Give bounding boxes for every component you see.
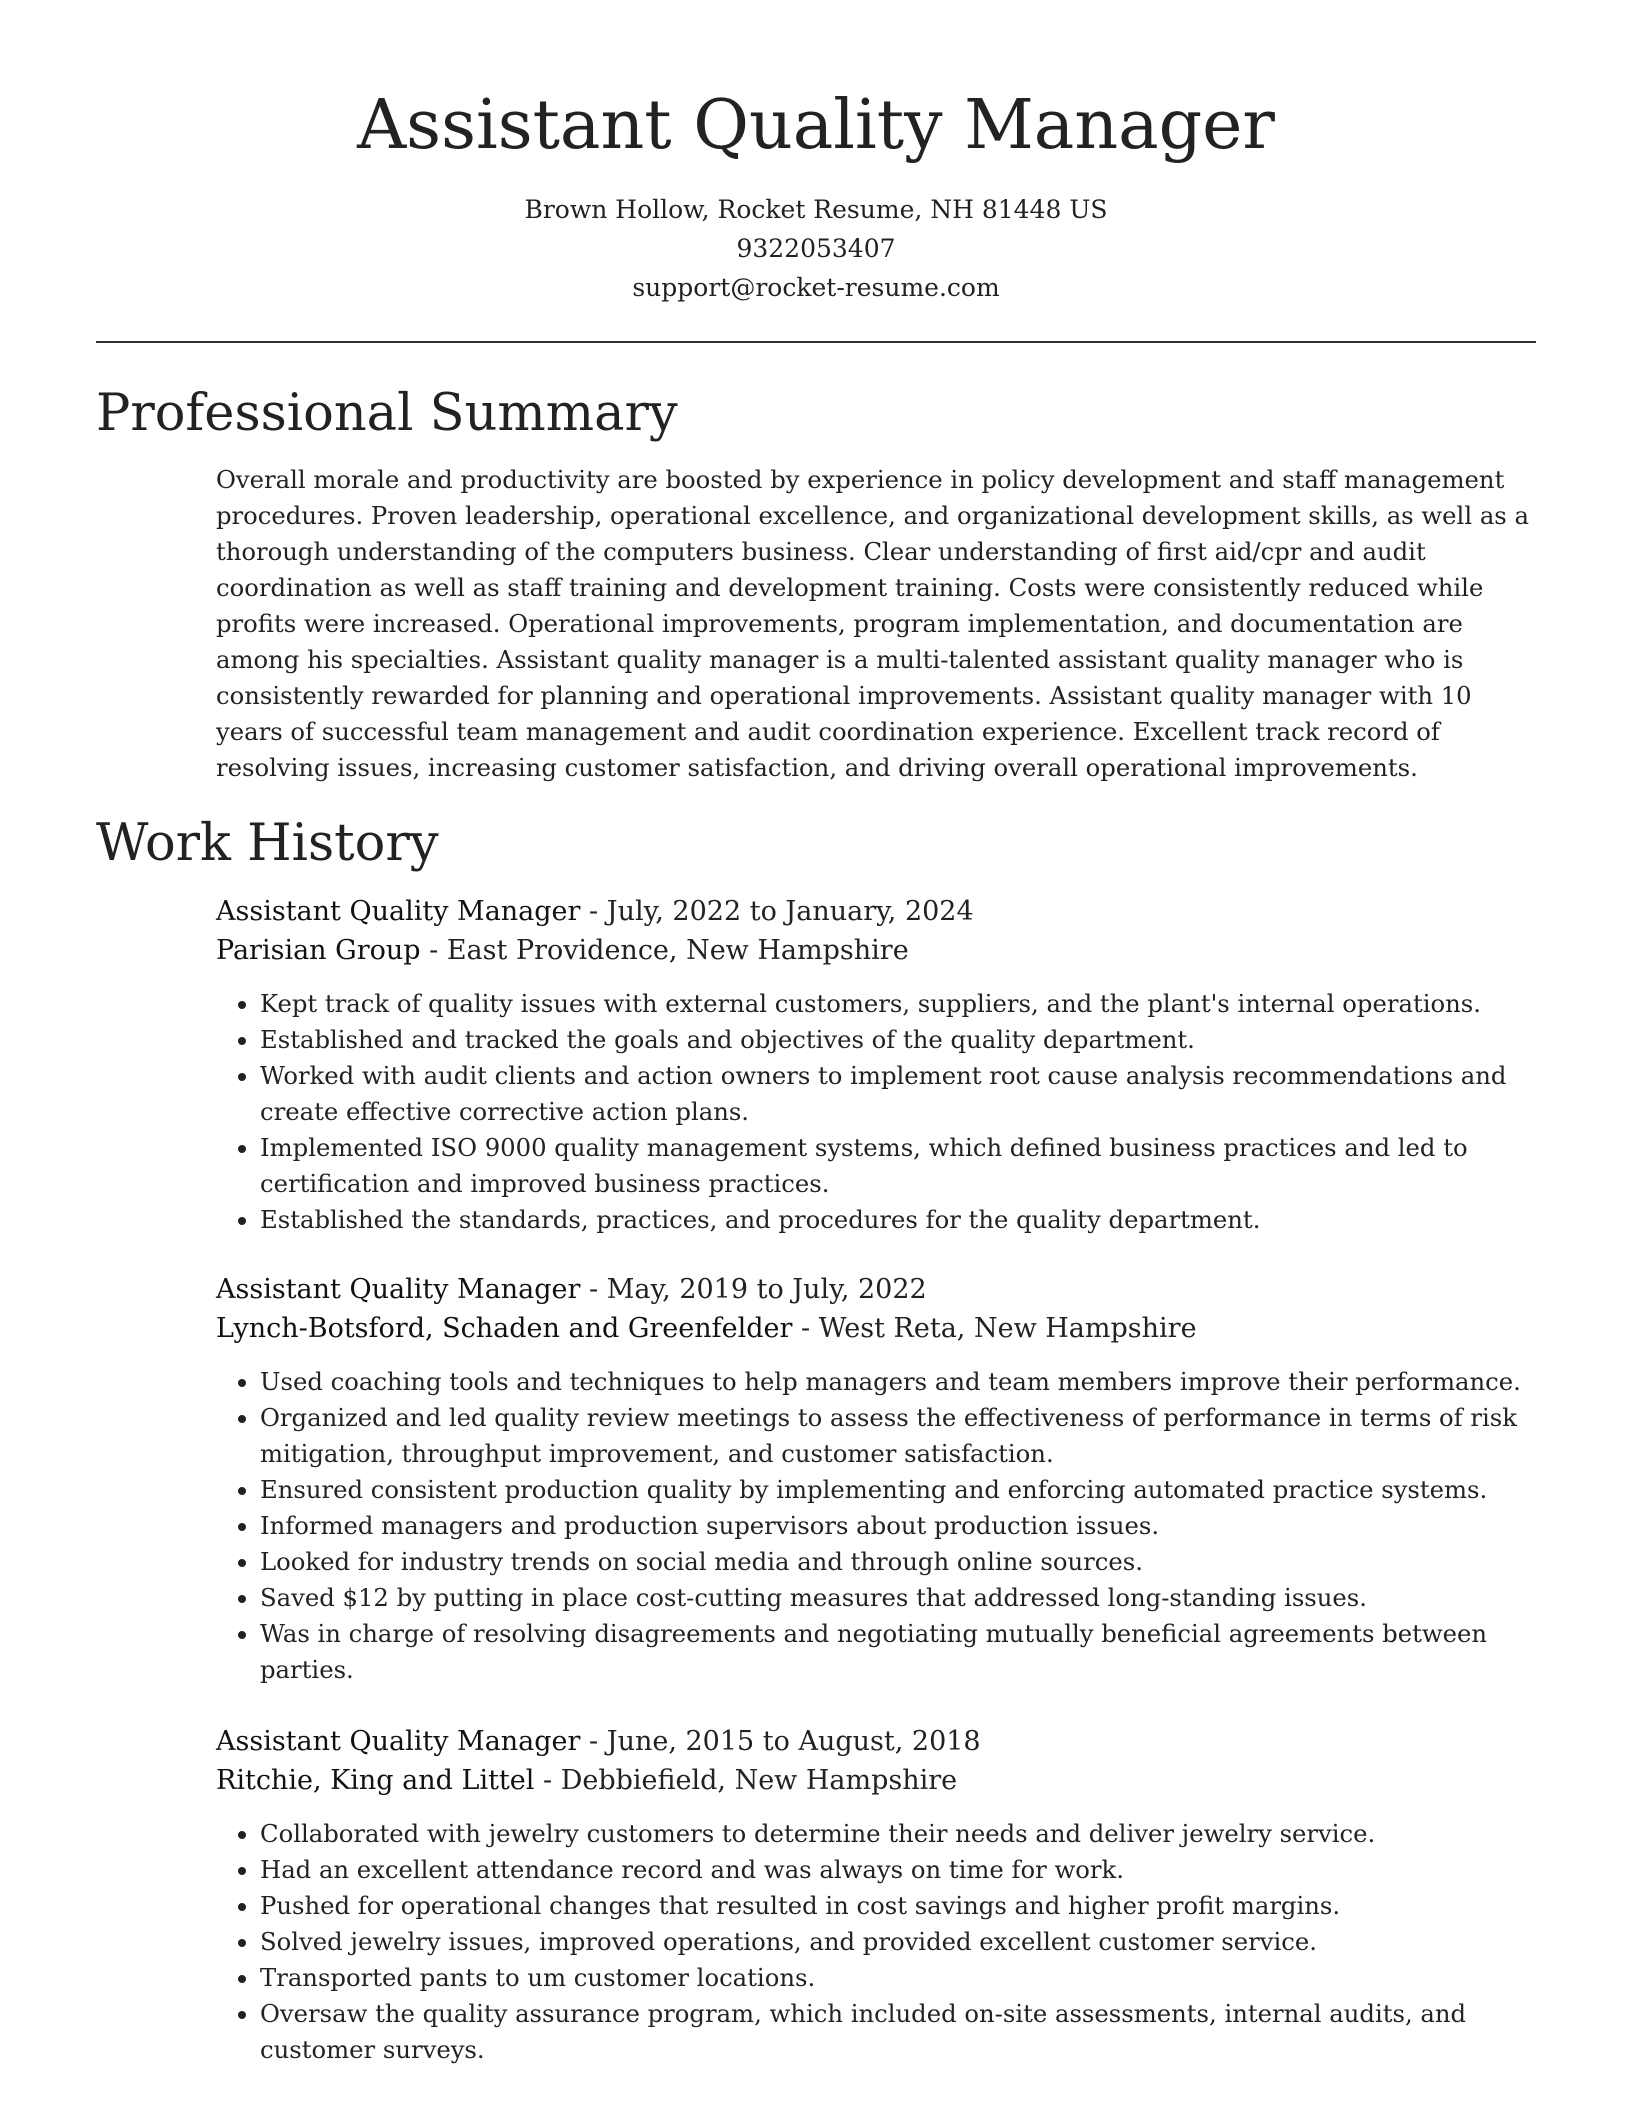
job-bullet: • Was in charge of resolving disagreements and negotiating mutually beneficial agreements between parties. [260,1616,1546,1688]
job-bullet: • Saved $12 by putting in place cost-cutting measures that addressed long-standing issues. [260,1580,1546,1616]
job-bullet: • Looked for industry trends on social media and through online sources. [260,1544,1546,1580]
job-entry [216,892,1546,1238]
contact-phone: 9322053407 [736,234,896,263]
job-dates: - June, 2015 to August, 2018 [580,1726,981,1757]
job-bullet: • Worked with audit clients and action owners to implement root cause analysis recommendations and create effective corrective action plans. [260,1058,1546,1130]
header-divider [96,341,1536,343]
job-title-line [216,1270,1546,1309]
job-bullet: • Oversaw the quality assurance program, which included on-site assessments, internal audits, and customer surveys. [260,1996,1546,2068]
work-history-heading: Work History [96,814,439,873]
job-dates: - July, 2022 to January, 2024 [580,896,974,927]
job-bullet: • Established and tracked the goals and objectives of the quality department. [260,1022,1546,1058]
job-title-line [216,1722,1546,1761]
job-bullet: • Implemented ISO 9000 quality management systems, which defined business practices and led to certification and improved business practices. [260,1130,1546,1202]
job-entry [216,1270,1546,1688]
job-title: Assistant Quality Manager [216,1274,581,1305]
job-company: Parisian Group [216,935,421,966]
job-bullet: • Pushed for operational changes that resulted in cost savings and higher profit margins. [260,1888,1546,1924]
job-title-line [216,892,1546,931]
job-bullets [216,1364,1546,1688]
job-bullet: • Used coaching tools and techniques to help managers and team members improve their performance. [260,1364,1546,1400]
contact-block [0,190,1632,307]
job-bullets [216,1816,1546,2068]
job-bullet: • Transported pants to um customer locations. [260,1960,1546,1996]
job-location: - East Providence, New Hampshire [420,935,909,966]
summary-text: Overall morale and productivity are boosted by experience in policy development and staff management procedures. Proven leadership, operational excellence, and organizational development skills, as well as a thorough understanding of the computers business. Clear understanding of first aid/cpr and audit coordination as well as staff training and development training. Costs were consistently reduced while profits were increased. Operational improvements, program implementation, and documentation are among his specialties. Assistant quality manager is a multi-talented assistant quality manager who is consistently rewarded for planning and operational improvements. Assistant quality manager with 10 years of successful team management and audit coordination experience. Excellent track record of resolving issues, increasing customer satisfaction, and driving overall operational improvements. [216,465,1529,782]
job-bullet: • Organized and led quality review meetings to assess the effectiveness of performance in terms of risk mitigation, throughput improvement, and customer satisfaction. [260,1400,1546,1472]
job-location: - Debbiefield, New Hampshire [534,1765,958,1796]
job-bullet: • Had an excellent attendance record and was always on time for work. [260,1852,1546,1888]
job-bullet: • Solved jewelry issues, improved operations, and provided excellent customer service. [260,1924,1546,1960]
job-bullet: • Established the standards, practices, and procedures for the quality department. [260,1202,1546,1238]
job-entry [216,1722,1546,2068]
resume-name: Assistant Quality Manager [357,86,1275,165]
job-company: Ritchie, King and Littel [216,1765,535,1796]
job-location: - West Reta, New Hampshire [792,1313,1197,1344]
job-title: Assistant Quality Manager [216,1726,581,1757]
job-bullet: • Collaborated with jewelry customers to determine their needs and deliver jewelry service. [260,1816,1546,1852]
job-bullet: • Ensured consistent production quality by implementing and enforcing automated practice systems. [260,1472,1546,1508]
job-title: Assistant Quality Manager [216,896,581,927]
job-bullets [216,986,1546,1238]
job-company-line [216,1309,1546,1348]
contact-email[interactable]: support@rocket-resume.com [632,273,1000,302]
job-bullet: • Informed managers and production supervisors about production issues. [260,1508,1546,1544]
job-bullet: • Kept track of quality issues with external customers, suppliers, and the plant's internal operations. [260,986,1546,1022]
contact-address: Brown Hollow, Rocket Resume, NH 81448 US [524,195,1108,224]
job-company: Lynch-Botsford, Schaden and Greenfelder [216,1313,793,1344]
job-company-line [216,931,1546,970]
job-dates: - May, 2019 to July, 2022 [580,1274,927,1305]
job-company-line [216,1761,1546,1800]
summary-heading: Professional Summary [96,384,678,443]
